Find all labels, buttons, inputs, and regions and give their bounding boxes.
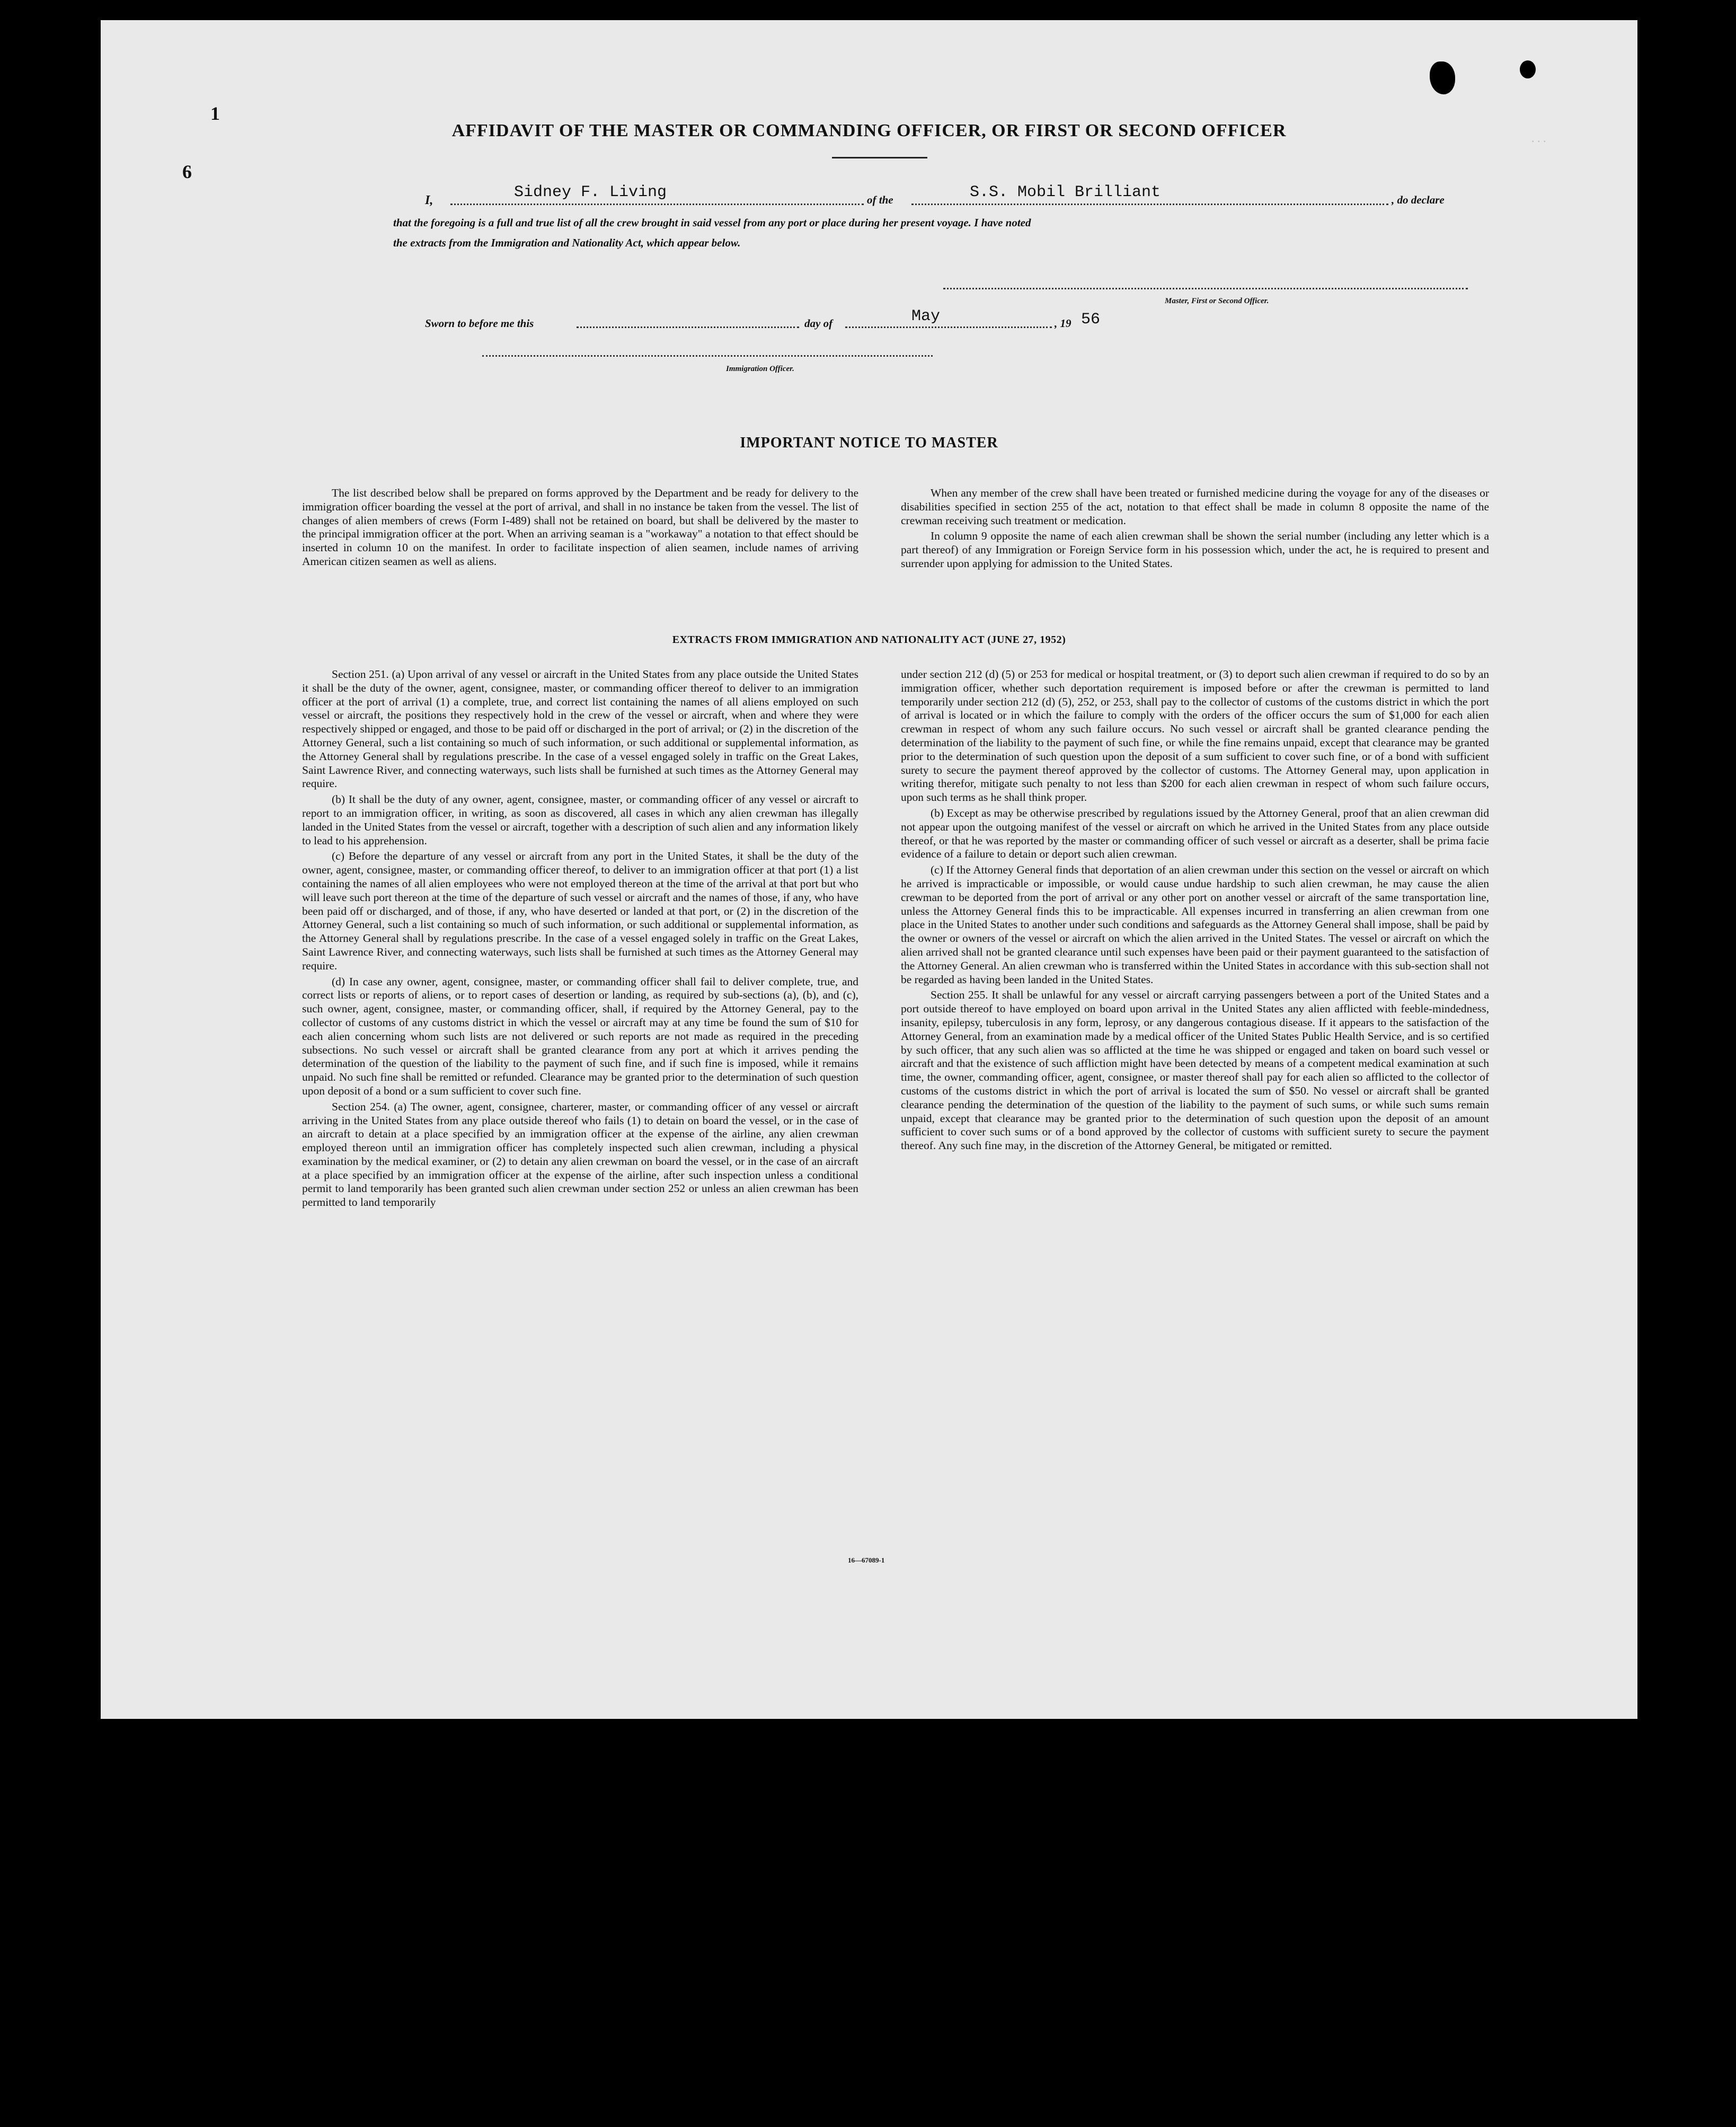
- extract-paragraph: Section 254. (a) The owner, agent, consignee, charterer, master, or commanding officer of any vessel or aircraft arriving in the United States from any place outside thereof who fails (1) to detain on board the vessel, or in the case of an aircraft to detain at a place specified by an immigration officer at the expense of the airline, any alien crewman employed thereon until an immigration officer has completely inspected such alien crewman, including a physical examination by the medical examiner, or (2) to detain any alien crewman on board the vessel, or in the case of an aircraft at a place specified by an immigration officer at the expense of the airline, after such inspection unless a conditional permit to land temporarily has been granted such alien crewman under section 252 or unless an alien crewman has been permitted to land temporarily: [302, 1100, 858, 1209]
- master-caption: Master, First or Second Officer.: [1165, 297, 1269, 305]
- punch-hole: [1668, 1240, 1699, 1271]
- margin-mark: 6: [182, 161, 192, 182]
- master-signature-line: [943, 288, 1468, 289]
- officer-signature-line: [482, 355, 933, 357]
- extracts-left-column: [302, 668, 858, 1212]
- day-of-label: day of: [804, 317, 833, 330]
- declaration-line: that the foregoing is a full and true list of all the crew brought in said vessel from any port or place during her present voyage. I have noted: [393, 216, 1031, 229]
- i-label: I,: [425, 193, 433, 207]
- punch-hole: [1668, 561, 1699, 592]
- vessel-field: S.S. Mobil Brilliant: [970, 183, 1161, 201]
- bleed-through: . . .: [1531, 131, 1546, 145]
- ink-blot: [1520, 60, 1536, 78]
- year-field: 56: [1081, 311, 1101, 329]
- ink-blot: [1430, 61, 1455, 94]
- year-prefix: , 19: [1055, 317, 1071, 330]
- title-rule: [832, 157, 927, 158]
- extract-paragraph: under section 212 (d) (5) or 253 for medical or hospital treatment, or (3) to deport such alien crewman if required to do so by an immigration officer, whether such deportation requirement is imposed before or after the crewman is permitted to land temporarily under section 212 (d) (5), 252, or 253, shall pay to the collector of customs of the customs district in which the port of arrival is located or in which the failure to comply with the orders of the officer occurs the sum of $1,000 for each alien crewman in respect of whom any such failure occurs. No such vessel or aircraft shall be granted clearance pending the determination of the liability to the payment of such fine, or while the fine remains unpaid, except that clearance may be granted prior to the determination of such question upon the deposit of a sum sufficient to cover such fine, or of a bond with sufficient surety to secure the payment thereof approved by the collector of customs. The Attorney General may, upon application in writing therefor, mitigate such penalty to not less than $200 for each alien crewman in respect of whom such failure occurs, upon such terms as he shall think proper.: [901, 668, 1489, 804]
- punch-hole: [1668, 281, 1699, 312]
- extract-paragraph: (d) In case any owner, agent, consignee, master, or commanding officer shall fail to deliver complete, true, and correct lists or reports of aliens, or to report cases of desertion or landing, as required by sub-sections (a), (b), and (c), such owner, agent, consignee, master, or commanding officer, shall, if required by the Attorney General, pay to the collector of customs of any customs district in which the vessel or aircraft may at any time be found the sum of $10 for each alien concerning whom such lists are not delivered or such reports are not made as required in the preceding subsections. No such vessel or aircraft shall be granted clearance from any port at which it arrives pending the determination of the question of the liability to the payment of such fine, and if such fine is imposed, while it remains unpaid. No such fine shall be remitted or refunded. Clearance may be granted prior to the determination of such question upon deposit of a bond or a sum sufficient to cover such fine.: [302, 975, 858, 1097]
- extract-paragraph: (c) Before the departure of any vessel or aircraft from any port in the United States, it shall be the duty of the owner, agent, consignee, master, or commanding officer thereof, to deliver to an immigration officer at that port (1) a list containing the names of all alien employees who were not employed thereon at the time of the arrival at that port but who will leave such port thereon at the time of the departure of such vessel or aircraft and the names of those, if any, who have been paid off or discharged, and of those, if any, who have deserted or landed at that port, or (2) in the discretion of the Attorney General, such a list containing so much of such information, or such additional or supplemental information, as the Attorney General shall by regulations prescribe. In the case of a vessel engaged solely in traffic on the Great Lakes, Saint Lawrence River, and connecting waterways, such lists shall be furnished at such times as the Attorney General may require.: [302, 850, 858, 972]
- notice-title: IMPORTANT NOTICE TO MASTER: [740, 435, 998, 451]
- sworn-label: Sworn to before me this: [425, 317, 534, 330]
- do-declare-label: , do declare: [1392, 193, 1445, 206]
- extract-paragraph: (b) It shall be the duty of any owner, agent, consignee, master, or commanding officer of any vessel or aircraft to report to an immigration officer, in writing, as soon as discovered, all cases in which any alien crewman has illegally landed in the United States from the vessel or aircraft, together with a description of such alien and any information likely to lead to his apprehension.: [302, 793, 858, 847]
- extract-paragraph: Section 255. It shall be unlawful for any vessel or aircraft carrying passengers between a port of the United States and a port outside thereof to have employed on board upon arrival in the United States any alien afflicted with feeble-mindedness, insanity, epilepsy, tuberculosis in any form, leprosy, or any dangerous contagious disease. If it appears to the satisfaction of the Attorney General, from an examination made by a medical officer of the United States Public Health Service, and is so certified by such officer, that any such alien was so afflicted at the time he was shipped or engaged and taken on board such vessel or aircraft and that the existence of such affliction might have been detected by means of a competent medical examination at such time, the owner, commanding officer, agent, consignee, or master thereof shall pay for each alien so afflicted to the collector of customs of the customs district in which the port of arrival is located the sum of $50. No vessel or aircraft shall be granted clearance pending the determination of the question of the liability to the payment of such sums, or while such sums remain unpaid, except that clearance may be granted prior to the determination of such question upon the deposit of an amount sufficient to cover such sums or of a bond approved by the collector of customs with sufficient surety to secure the payment thereof. Any such fine may, in the discretion of the Attorney General, be mitigated or remitted.: [901, 989, 1489, 1152]
- extract-paragraph: Section 251. (a) Upon arrival of any vessel or aircraft in the United States from any place outside the United States it shall be the duty of the owner, agent, consignee, master, or commanding officer thereof to deliver to an immigration officer at the port of arrival (1) a complete, true, and correct list containing the names of all aliens employed on such vessel or aircraft, the positions they respectively hold in the crew of the vessel or aircraft, when and where they were respectively shipped or engaged, and those to be paid off or discharged in the port of arrival; or (2) in the discretion of the Attorney General, such a list containing so much of such information, or such additional or supplemental information, as the Attorney General shall by regulations prescribe. In the case of a vessel engaged solely in traffic on the Great Lakes, Saint Lawrence River, and connecting waterways, such lists shall be furnished at such times as the Attorney General may require.: [302, 668, 858, 790]
- sworn-day-line: [577, 326, 799, 328]
- notice-left-column: [302, 487, 858, 571]
- document-page: [101, 20, 1637, 1719]
- month-line: [845, 326, 1052, 328]
- notice-paragraph: The list described below shall be prepared on forms approved by the Department and be ready for delivery to the immigration officer boarding the vessel at the port of arrival, and shall in no instance be taken from the vessel. The list of changes of alien members of crews (Form I-489) shall not be retained on board, but shall be delivered by the master to the principal immigration officer at the port. When an arriving seaman is a "workaway" a notation to that effect should be inserted in column 10 on the manifest. In order to facilitate inspection of alien seamen, include names of arriving American citizen seamen as well as aliens.: [302, 487, 858, 568]
- notice-paragraph: When any member of the crew shall have been treated or furnished medicine during the voyage for any of the diseases or disabilities specified in section 255 of the act, notation to that effect shall be made in column 8 opposite the name of the crewman receiving such treatment or medication.: [901, 487, 1489, 527]
- officer-caption: Immigration Officer.: [726, 365, 794, 373]
- notice-paragraph: In column 9 opposite the name of each alien crewman shall be shown the serial number (including any letter which is a part thereof) of any Immigration or Foreign Service form in his possession which, under the act, he is required to present and surrender upon applying for admission to the United States.: [901, 529, 1489, 570]
- declaration-line: the extracts from the Immigration and Nationality Act, which appear below.: [393, 236, 741, 249]
- affidavit-title: AFFIDAVIT OF THE MASTER OR COMMANDING OFFICER, OR FIRST OR SECOND OFFICER: [451, 121, 1287, 140]
- margin-mark: 1: [210, 103, 220, 124]
- punch-hole: [1668, 1502, 1699, 1532]
- punch-hole: [1668, 195, 1699, 226]
- month-field: May: [911, 307, 941, 325]
- extracts-title: EXTRACTS FROM IMMIGRATION AND NATIONALITY ACT (JUNE 27, 1952): [672, 634, 1066, 646]
- notice-right-column: [901, 487, 1489, 573]
- name-line: [450, 204, 864, 205]
- footer-code: 16—67089-1: [848, 1556, 885, 1564]
- of-the-label: of the: [867, 193, 893, 206]
- vessel-line: [911, 204, 1388, 205]
- extract-paragraph: (c) If the Attorney General finds that deportation of an alien crewman under this section on the vessel or aircraft on which he arrived is impracticable or impossible, or would cause undue hardship to such alien crewman, he may cause the alien crewman to be deported from the port of arrival or any other port on another vessel or aircraft of the same transportation line, unless the Attorney General finds this to be impracticable. All expenses incurred in transferring an alien crewman from one place in the United States to another under such conditions and safeguards as the Attorney General shall impose, shall be paid by the owner or owners of the vessel or aircraft on which the alien arrived in the United States. The vessel or aircraft on which the alien arrived shall not be granted clearance until such expenses have been paid or their payment guaranteed to the satisfaction of the Attorney General. An alien crewman who is transferred within the United States in accordance with this sub-section shall not be regarded as having been landed in the United States.: [901, 863, 1489, 986]
- extracts-right-column: [901, 668, 1489, 1155]
- extract-paragraph: (b) Except as may be otherwise prescribed by regulations issued by the Attorney General, proof that an alien crewman did not appear upon the outgoing manifest of the vessel or aircraft on which he arrived in the United States from any place outside thereof, or that he was reported by the master or commanding officer of such vessel or aircraft as a deserter, shall be prima facie evidence of a failure to detain or deport such alien crewman.: [901, 806, 1489, 861]
- punch-hole: [1668, 1586, 1699, 1617]
- punch-hole: [1668, 646, 1699, 676]
- name-field: Sidney F. Living: [514, 183, 667, 201]
